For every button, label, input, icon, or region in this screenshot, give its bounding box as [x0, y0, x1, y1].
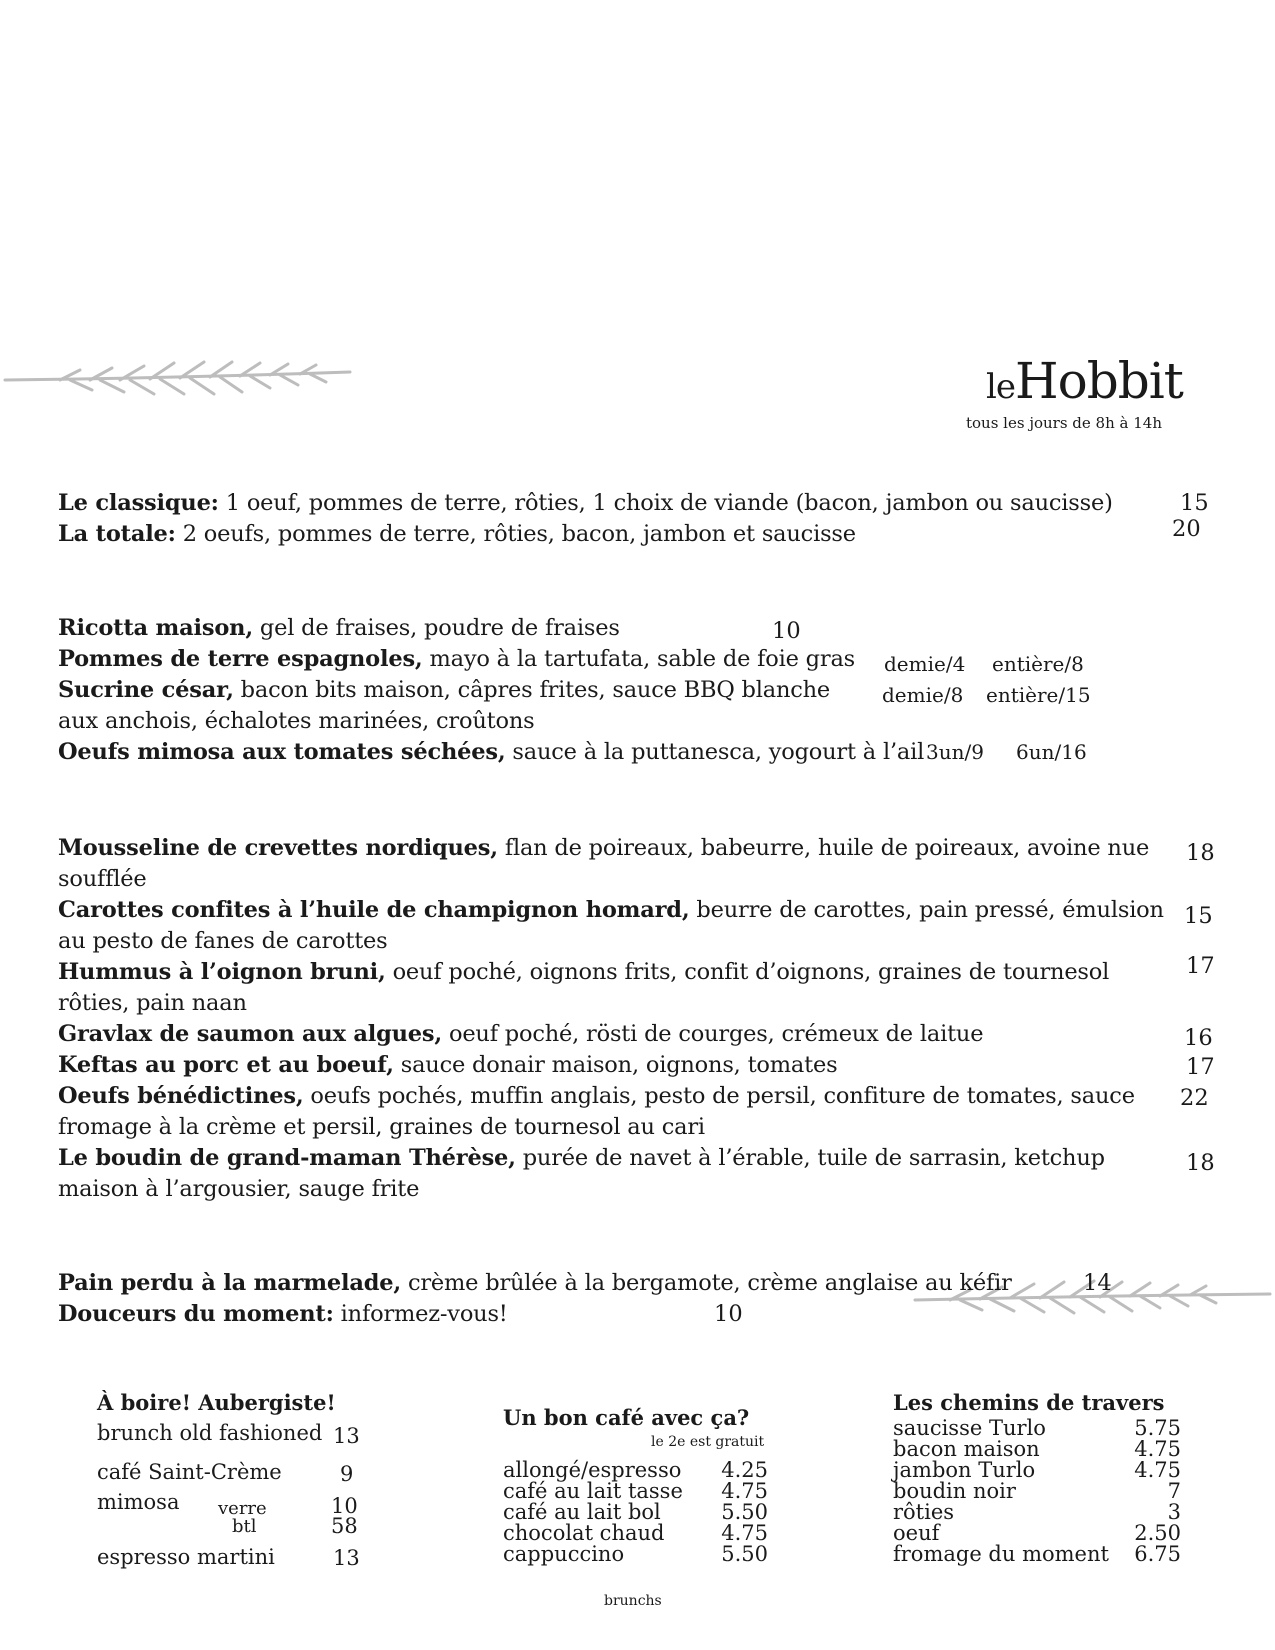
price-mousseline: 18 [1186, 840, 1215, 866]
menu-item-benedictines: Oeufs bénédictines, oeufs pochés, muffin anglais, pesto de persil, confiture de tomates, sauce [58, 1083, 1135, 1109]
list-item: cappuccino 5.50 [503, 1542, 768, 1566]
menu-item-totale: La totale: 2 oeufs, pommes de terre, rôties, bacon, jambon et saucisse [58, 521, 856, 547]
coffee-list [503, 1460, 768, 1565]
price-hummus: 17 [1186, 953, 1215, 979]
price-benedictines: 22 [1180, 1085, 1209, 1111]
coffee-note: le 2e est gratuit [651, 1434, 765, 1450]
price-pommes-entiere: entière/8 [992, 652, 1084, 676]
price-keftas: 17 [1186, 1054, 1215, 1080]
logo [986, 352, 1183, 410]
menu-item-oeufs-mimosa: Oeufs mimosa aux tomates séchées, sauce à la puttanesca, yogourt à l’ail [58, 739, 925, 765]
price-mimosa-verre: 10 [331, 1494, 358, 1518]
menu-item-hummus: Hummus à l’oignon bruni, oeuf poché, oignons frits, confit d’oignons, graines de tournesol [58, 959, 1110, 985]
menu-item-classique: Le classique: 1 oeuf, pommes de terre, rôties, 1 choix de viande (bacon, jambon ou saucisse) [58, 490, 1113, 516]
menu-item-carottes-cont: au pesto de fanes de carottes [58, 928, 388, 954]
price-sucrine-demie: demie/8 [882, 683, 964, 707]
menu-item-ricotta: Ricotta maison, gel de fraises, poudre de fraises [58, 615, 620, 641]
logo-name: Hobbit [1015, 352, 1183, 410]
coffee-title: Un bon café avec ça? [503, 1405, 750, 1430]
menu-item-pain-perdu: Pain perdu à la marmelade, crème brûlée à la bergamote, crème anglaise au kéfir [58, 1270, 1012, 1296]
menu-item-hummus-cont: rôties, pain naan [58, 990, 247, 1016]
list-item: saucisse Turlo 5.75 [893, 1416, 1181, 1440]
list-item: chocolat chaud 4.75 [503, 1521, 768, 1545]
drink-espresso-martini: espresso martini [97, 1545, 275, 1569]
list-item: café au lait bol 5.50 [503, 1500, 768, 1524]
menu-item-benedictines-cont: fromage à la crème et persil, graines de tournesol au cari [58, 1114, 705, 1140]
menu-item-douceurs: Douceurs du moment: informez-vous! [58, 1301, 508, 1327]
price-carottes: 15 [1184, 903, 1213, 929]
drink-old-fashioned: brunch old fashioned [97, 1421, 323, 1445]
list-item: jambon Turlo 4.75 [893, 1458, 1181, 1482]
price-douceurs: 10 [714, 1301, 743, 1327]
mimosa-verre-label: verre [218, 1498, 267, 1519]
sides-title: Les chemins de travers [893, 1390, 1165, 1415]
drink-saint-creme: café Saint-Crème [97, 1460, 282, 1484]
logo-prefix: le [986, 367, 1015, 407]
list-item: boudin noir 7 [893, 1479, 1181, 1503]
price-mimosa-3un: 3un/9 [926, 740, 984, 764]
list-item: café au lait tasse 4.75 [503, 1479, 768, 1503]
footer-label: brunchs [604, 1593, 662, 1609]
menu-item-sucrine-cont: aux anchois, échalotes marinées, croûtons [58, 708, 535, 734]
list-item: oeuf 2.50 [893, 1521, 1181, 1545]
menu-item-gravlax: Gravlax de saumon aux algues, oeuf poché, rösti de courges, crémeux de laitue [58, 1021, 984, 1047]
mimosa-btl-label: btl [232, 1516, 257, 1537]
sides-list [893, 1418, 1181, 1565]
list-item: allongé/espresso 4.25 [503, 1458, 768, 1482]
price-pommes-demie: demie/4 [884, 652, 966, 676]
price-pain-perdu: 14 [1083, 1270, 1112, 1296]
price-ricotta: 10 [772, 618, 801, 644]
menu-item-boudin-cont: maison à l’argousier, sauge frite [58, 1176, 420, 1202]
hours: tous les jours de 8h à 14h [966, 414, 1162, 432]
price-mimosa-6un: 6un/16 [1016, 740, 1087, 764]
menu-item-sucrine: Sucrine césar, bacon bits maison, câpres frites, sauce BBQ blanche [58, 677, 831, 703]
price-boudin: 18 [1186, 1150, 1215, 1176]
drinks-title: À boire! Aubergiste! [97, 1390, 336, 1415]
list-item: bacon maison 4.75 [893, 1437, 1181, 1461]
price-old-fashioned: 13 [333, 1424, 360, 1448]
sprig-left-decoration [0, 350, 360, 420]
menu-item-pommes: Pommes de terre espagnoles, mayo à la tartufata, sable de foie gras [58, 646, 856, 672]
price-espresso-martini: 13 [333, 1546, 360, 1570]
price-totale: 20 [1172, 516, 1201, 542]
menu-item-boudin: Le boudin de grand-maman Thérèse, purée de navet à l’érable, tuile de sarrasin, ketchup [58, 1145, 1105, 1171]
drink-mimosa: mimosa [97, 1490, 180, 1514]
price-saint-creme: 9 [340, 1462, 354, 1486]
list-item: rôties 3 [893, 1500, 1181, 1524]
menu-item-mousseline-cont: soufflée [58, 866, 147, 892]
price-mimosa-btl: 58 [331, 1514, 358, 1538]
price-gravlax: 16 [1184, 1025, 1213, 1051]
price-classique: 15 [1180, 490, 1209, 516]
menu-item-keftas: Keftas au porc et au boeuf, sauce donair maison, oignons, tomates [58, 1052, 838, 1078]
menu-item-mousseline: Mousseline de crevettes nordiques, flan de poireaux, babeurre, huile de poireaux, avoine nue [58, 835, 1150, 861]
price-sucrine-entiere: entière/15 [986, 683, 1091, 707]
menu-item-carottes: Carottes confites à l’huile de champignon homard, beurre de carottes, pain pressé, émulsion [58, 897, 1164, 923]
list-item: fromage du moment 6.75 [893, 1542, 1181, 1566]
